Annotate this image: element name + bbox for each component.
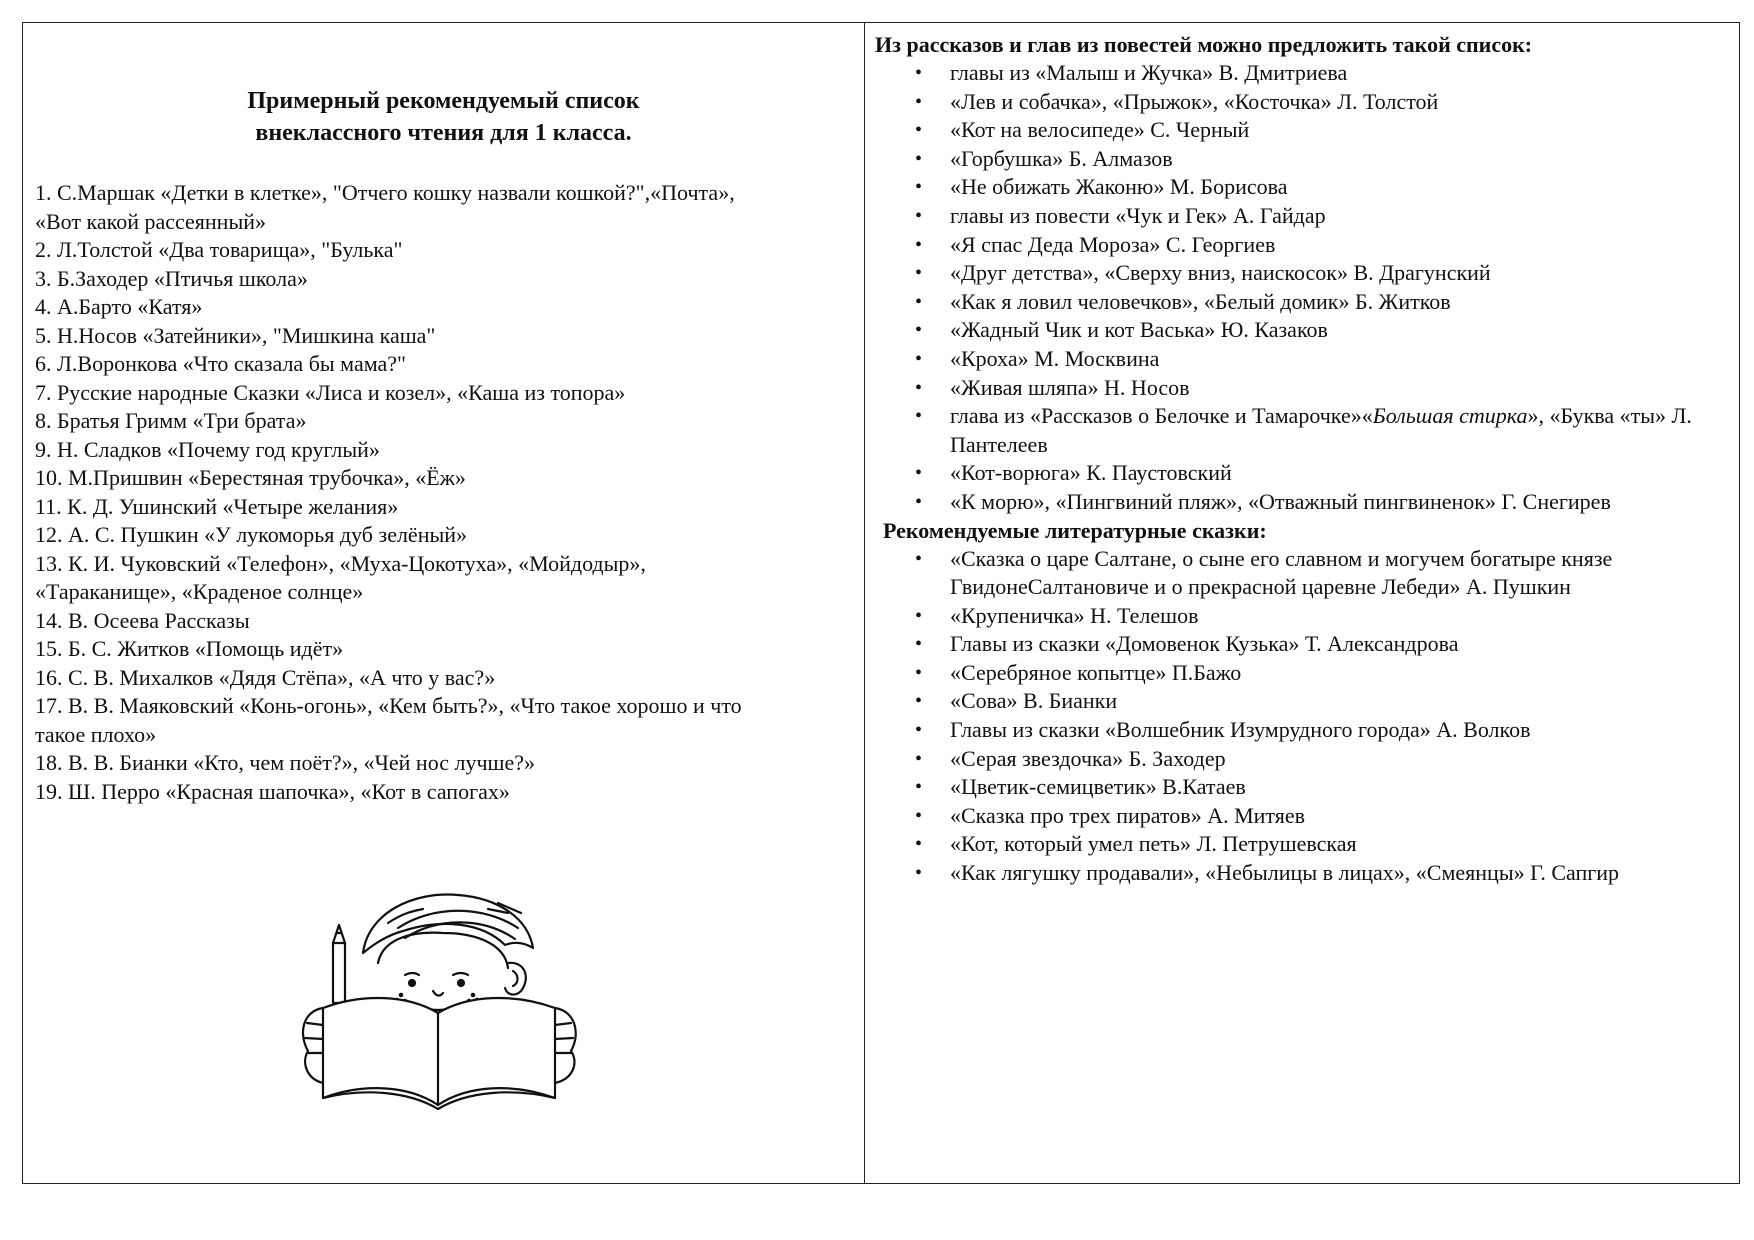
section-heading-stories: Из рассказов и глав из повестей можно предложить такой список: bbox=[875, 32, 1533, 57]
item-italic-title: Большая стирка bbox=[1372, 403, 1528, 429]
list-item: 13. К. И. Чуковский «Телефон», «Муха-Цокотуха», «Мойдодыр», bbox=[35, 550, 646, 576]
list-item: • «Как я ловил человечков», «Белый домик» Б. Житков bbox=[875, 288, 1729, 317]
list-item-pantaleev bbox=[875, 402, 1729, 459]
list-item: • «Сказка о царе Салтане, о сыне его славном и могучем богатыре князе ГвидонеСалтановиче и о прекрасной царевне Лебеди» А. Пушкин bbox=[875, 545, 1729, 602]
list-item: • «Сова» В. Бианки bbox=[875, 687, 1729, 716]
list-item: 19. Ш. Перро «Красная шапочка», «Кот в сапогах» bbox=[35, 778, 510, 804]
list-item: • «Как лягушку продавали», «Небылицы в лицах», «Смеянцы» Г. Сапгир bbox=[875, 859, 1729, 888]
list-item: • «Живая шляпа» Н. Носов bbox=[875, 374, 1729, 403]
list-item: 9. Н. Сладков «Почему год круглый» bbox=[35, 436, 380, 462]
list-item: 2. Л.Толстой «Два товарища», "Булька" bbox=[35, 237, 403, 262]
list-item: 18. В. В. Бианки «Кто, чем поёт?», «Чей нос лучше?» bbox=[35, 750, 536, 775]
title-line-2: внеклассного чтения для 1 класса. bbox=[255, 120, 632, 146]
list-item: • «Кроха» М. Москвина bbox=[875, 345, 1729, 374]
list-item: • «Кот, который умел петь» Л. Петрушевская bbox=[875, 830, 1729, 859]
list-item: • «Сказка про трех пиратов» А. Митяев bbox=[875, 802, 1729, 831]
list-item: • Главы из сказки «Домовенок Кузька» Т. Александрова bbox=[875, 630, 1729, 659]
section-heading-fairy-tales: Рекомендуемые литературные сказки: bbox=[883, 517, 1267, 543]
boy-reading-book-icon bbox=[293, 883, 593, 1113]
list-item: 14. В. Осеева Рассказы bbox=[35, 607, 250, 633]
left-column bbox=[23, 23, 865, 1183]
list-item: «Тараканище», «Краденое солнце» bbox=[35, 579, 364, 604]
list-item: 11. К. Д. Ушинский «Четыре желания» bbox=[35, 493, 399, 519]
right-column bbox=[865, 23, 1739, 1183]
document-table bbox=[22, 22, 1740, 1184]
page-title bbox=[35, 85, 852, 149]
list-item: 6. Л.Воронкова «Что сказала бы мама?" bbox=[35, 351, 406, 376]
list-item: • «Серебряное копытце» П.Бажо bbox=[875, 659, 1729, 688]
list-item: • «Друг детства», «Сверху вниз, наискосок» В. Драгунский bbox=[875, 259, 1729, 288]
list-item: • «Серая звездочка» Б. Заходер bbox=[875, 745, 1729, 774]
list-item: • «Крупеничка» Н. Телешов bbox=[875, 602, 1729, 631]
list-item: 1. С.Маршак «Детки в клетке», "Отчего кошку назвали кошкой?",«Почта», bbox=[35, 180, 735, 205]
list-item: 4. А.Барто «Катя» bbox=[35, 294, 203, 319]
list-item: 5. Н.Носов «Затейники», "Мишкина каша" bbox=[35, 322, 436, 348]
list-item: 17. В. В. Маяковский «Конь-огонь», «Кем быть?», «Что такое хорошо и что bbox=[35, 693, 742, 718]
list-item: • «Жадный Чик и кот Васька» Ю. Казаков bbox=[875, 316, 1729, 345]
list-item: 10. М.Пришвин «Берестяная трубочка», «Ёж» bbox=[35, 465, 466, 490]
list-item: • «Я спас Деда Мороза» С. Георгиев bbox=[875, 231, 1729, 260]
item-text: », «Буква «ты» Л. Пантелеев bbox=[950, 403, 1692, 457]
list-item: • главы из «Малыш и Жучка» В. Дмитриева bbox=[875, 59, 1729, 88]
list-item: • «Горбушка» Б. Алмазов bbox=[875, 145, 1729, 174]
title-line-1: Примерный рекомендуемый список bbox=[247, 88, 640, 114]
list-item: • «Цветик-семицветик» В.Катаев bbox=[875, 773, 1729, 802]
list-item: 15. Б. С. Житков «Помощь идёт» bbox=[35, 636, 344, 661]
stories-list bbox=[875, 59, 1729, 517]
reading-list bbox=[35, 179, 852, 806]
fairy-tales-list bbox=[875, 545, 1729, 888]
list-item: 16. С. В. Михалков «Дядя Стёпа», «А что у вас?» bbox=[35, 664, 496, 690]
list-item: 3. Б.Заходер «Птичья школа» bbox=[35, 265, 308, 291]
list-item: • «Кот на велосипеде» С. Черный bbox=[875, 116, 1729, 145]
list-item: «Вот какой рассеянный» bbox=[35, 208, 267, 234]
list-item: • Главы из сказки «Волшебник Изумрудного города» А. Волков bbox=[875, 716, 1729, 745]
list-item: • «Не обижать Жаконю» М. Борисова bbox=[875, 173, 1729, 202]
list-item: 7. Русские народные Сказки «Лиса и козел», «Каша из топора» bbox=[35, 379, 626, 405]
list-item: 8. Братья Гримм «Три брата» bbox=[35, 408, 307, 433]
list-item: 12. А. С. Пушкин «У лукоморья дуб зелёный» bbox=[35, 522, 468, 547]
list-item: такое плохо» bbox=[35, 721, 157, 747]
list-item: • «Кот-ворюга» К. Паустовский bbox=[875, 459, 1729, 488]
item-text: глава из «Рассказов о Белочке и Тамарочке»« bbox=[950, 403, 1373, 429]
list-item: • «К морю», «Пингвиний пляж», «Отважный пингвиненок» Г. Снегирев bbox=[875, 488, 1729, 517]
list-item: • «Лев и собачка», «Прыжок», «Косточка» Л. Толстой bbox=[875, 88, 1729, 117]
list-item: • главы из повести «Чук и Гек» А. Гайдар bbox=[875, 202, 1729, 231]
